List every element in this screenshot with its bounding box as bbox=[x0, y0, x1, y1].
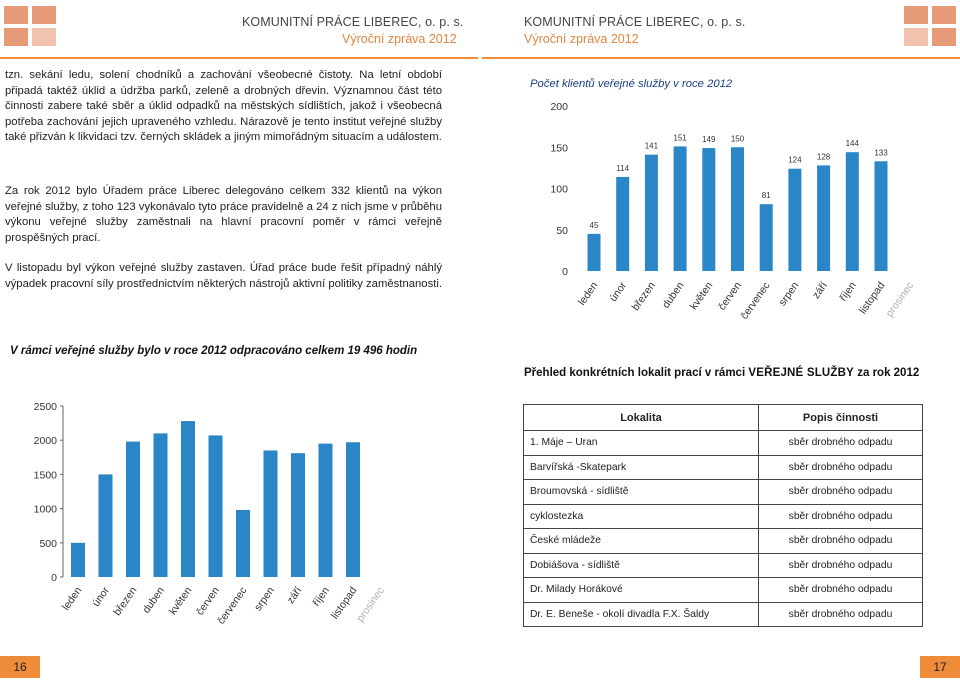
y-tick-label: 500 bbox=[39, 537, 57, 550]
x-tick-label: duben bbox=[140, 584, 167, 616]
x-tick-label: leden bbox=[59, 584, 85, 613]
x-tick-label: leden bbox=[575, 279, 601, 308]
page-number-right: 17 bbox=[920, 656, 960, 678]
page-number-left: 16 bbox=[0, 656, 40, 678]
x-tick-label: červenec bbox=[215, 584, 250, 627]
table-cell-location: cyklostezka bbox=[524, 504, 759, 529]
data-label: 149 bbox=[702, 135, 716, 145]
x-tick-label: červenec bbox=[738, 279, 773, 322]
bar bbox=[291, 453, 305, 577]
bar bbox=[788, 169, 801, 271]
hours-chart bbox=[10, 392, 440, 632]
table-row bbox=[524, 553, 923, 578]
bar bbox=[616, 177, 629, 271]
x-tick-label: březen bbox=[111, 584, 140, 619]
data-label: 81 bbox=[761, 191, 771, 201]
bar bbox=[264, 450, 278, 577]
table-cell-activity: sběr drobného odpadu bbox=[759, 480, 923, 505]
bar bbox=[702, 148, 715, 271]
bar bbox=[588, 234, 601, 271]
header-right-subtitle: Výroční zpráva 2012 bbox=[524, 32, 639, 46]
x-tick-label: únor bbox=[90, 584, 112, 609]
x-tick-label: únor bbox=[607, 279, 630, 304]
hours-heading: V rámci veřejné služby bylo v roce 2012 odpracováno celkem 19 496 hodin bbox=[10, 345, 418, 357]
bar bbox=[209, 435, 223, 577]
bar bbox=[99, 474, 113, 577]
bar bbox=[846, 152, 859, 271]
y-tick-label: 1000 bbox=[33, 503, 57, 516]
logo-right bbox=[904, 6, 956, 46]
paragraph-1: tzn. sekání ledu, solení chodníků a zachování všeobecné čistoty. Na letní období připadá taktéž úklid a údržba parků, zeleně a drobných dřevin. Významnou část této činnosti zabere také sběr a úklid odpadků na městských sídlištích, jakož i všeobecná potřeba zachování jejich upraveného vzhledu. Nárazově je tento institut veřejné služby také přizván k likvidaci tzv. černých skládek a jiným mimořádným situacím a událostem. bbox=[5, 69, 442, 144]
header-left-title: KOMUNITNÍ PRÁCE LIBEREC, o. p. s. bbox=[242, 15, 464, 29]
y-tick-label: 0 bbox=[51, 572, 57, 584]
data-label: 150 bbox=[730, 134, 745, 144]
bar bbox=[154, 433, 168, 577]
data-label: 141 bbox=[644, 141, 659, 151]
bar bbox=[760, 204, 773, 271]
x-tick-label: říjen bbox=[310, 584, 332, 609]
x-tick-label: březen bbox=[629, 279, 658, 314]
y-tick-label: 1500 bbox=[33, 469, 57, 482]
header-right-title: KOMUNITNÍ PRÁCE LIBEREC, o. p. s. bbox=[524, 15, 746, 29]
bar bbox=[236, 510, 250, 577]
paragraph-2: Za rok 2012 bylo Úřadem práce Liberec delegováno celkem 332 klientů na výkon veřejné služby, z toho 123 vykonávalo tyto práce pravidelně a 24 z nich jsme v průběhu výkonu veřejné služby zaměstnali na hlavní pracovní poměr v rámci veřejně prospěšných prací. bbox=[5, 185, 442, 244]
y-tick-label: 200 bbox=[550, 101, 568, 113]
data-label: 124 bbox=[788, 155, 802, 165]
table-cell-activity: sběr drobného odpadu bbox=[759, 455, 923, 480]
clients-chart-title: Počet klientů veřejné služby v roce 2012 bbox=[530, 78, 733, 90]
bar bbox=[126, 442, 140, 577]
table-header-location: Lokalita bbox=[524, 405, 759, 431]
x-tick-label: květen bbox=[687, 279, 716, 313]
y-tick-label: 2500 bbox=[33, 401, 57, 413]
x-tick-label: prosinec bbox=[354, 584, 387, 625]
bar bbox=[319, 444, 333, 577]
data-label: 144 bbox=[845, 139, 859, 149]
x-tick-label: srpen bbox=[776, 279, 802, 309]
bar bbox=[71, 543, 85, 577]
header-divider-right bbox=[482, 57, 960, 59]
x-tick-label: květen bbox=[166, 584, 195, 618]
bar bbox=[674, 146, 687, 271]
table-row bbox=[524, 431, 923, 456]
x-tick-label: červen bbox=[716, 279, 744, 313]
table-cell-location: Dr. Milady Horákové bbox=[524, 578, 759, 603]
data-label: 133 bbox=[874, 148, 888, 158]
table-cell-activity: sběr drobného odpadu bbox=[759, 504, 923, 529]
table-cell-location: Dobiášova - sídliště bbox=[524, 553, 759, 578]
x-tick-label: listopad bbox=[856, 279, 888, 317]
table-row bbox=[524, 480, 923, 505]
table-cell-activity: sběr drobného odpadu bbox=[759, 529, 923, 554]
table-cell-location: Broumovská - sídliště bbox=[524, 480, 759, 505]
table-row bbox=[524, 529, 923, 554]
bar bbox=[731, 147, 744, 271]
table-row bbox=[524, 602, 923, 627]
table-header-activity: Popis činnosti bbox=[759, 405, 923, 431]
data-label: 128 bbox=[816, 152, 831, 162]
table-cell-activity: sběr drobného odpadu bbox=[759, 578, 923, 603]
y-tick-label: 100 bbox=[550, 183, 568, 196]
table-cell-location: 1. Máje – Uran bbox=[524, 431, 759, 456]
table-cell-location: České mládeže bbox=[524, 529, 759, 554]
y-tick-label: 50 bbox=[556, 224, 568, 237]
table-cell-activity: sběr drobného odpadu bbox=[759, 553, 923, 578]
table-cell-location: Dr. E. Beneše - okolí divadla F.X. Šaldy bbox=[524, 602, 759, 627]
data-label: 114 bbox=[616, 163, 630, 173]
data-label: 151 bbox=[673, 133, 687, 143]
table-cell-activity: sběr drobného odpadu bbox=[759, 602, 923, 627]
table-cell-activity: sběr drobného odpadu bbox=[759, 431, 923, 456]
y-tick-label: 0 bbox=[562, 266, 568, 278]
bar bbox=[346, 442, 360, 577]
paragraph-3: V listopadu byl výkon veřejné služby zastaven. Úřad práce bude řešit případný náhlý výpadek pracovní síly prostřednictvím některých nástrojů aktivní politiky zaměstnanosti. bbox=[5, 262, 443, 290]
clients-chart bbox=[530, 95, 930, 340]
bar bbox=[875, 161, 888, 271]
table-row bbox=[524, 578, 923, 603]
header-left-subtitle: Výroční zpráva 2012 bbox=[342, 32, 457, 46]
locations-table bbox=[523, 404, 923, 627]
table-cell-location: Barvířská -Skatepark bbox=[524, 455, 759, 480]
logo-left bbox=[4, 6, 56, 46]
header-divider-left bbox=[0, 57, 478, 59]
x-tick-label: prosinec bbox=[883, 279, 917, 320]
y-tick-label: 2000 bbox=[33, 435, 57, 448]
bar bbox=[817, 165, 830, 271]
table-header-row bbox=[524, 405, 923, 431]
bar bbox=[181, 421, 195, 577]
table-heading: Přehled konkrétních lokalit prací v rámci VEŘEJNÉ SLUŽBY za rok 2012 bbox=[524, 367, 920, 379]
x-tick-label: září bbox=[284, 584, 305, 607]
data-label: 45 bbox=[589, 220, 599, 230]
x-tick-label: říjen bbox=[837, 279, 859, 304]
table-row bbox=[524, 504, 923, 529]
y-tick-label: 150 bbox=[550, 142, 568, 155]
table-row bbox=[524, 455, 923, 480]
x-tick-label: srpen bbox=[252, 584, 277, 614]
x-tick-label: září bbox=[810, 279, 831, 302]
x-tick-label: listopad bbox=[328, 584, 360, 622]
bar bbox=[645, 155, 658, 271]
x-tick-label: duben bbox=[659, 279, 687, 311]
x-tick-label: červen bbox=[194, 584, 222, 618]
